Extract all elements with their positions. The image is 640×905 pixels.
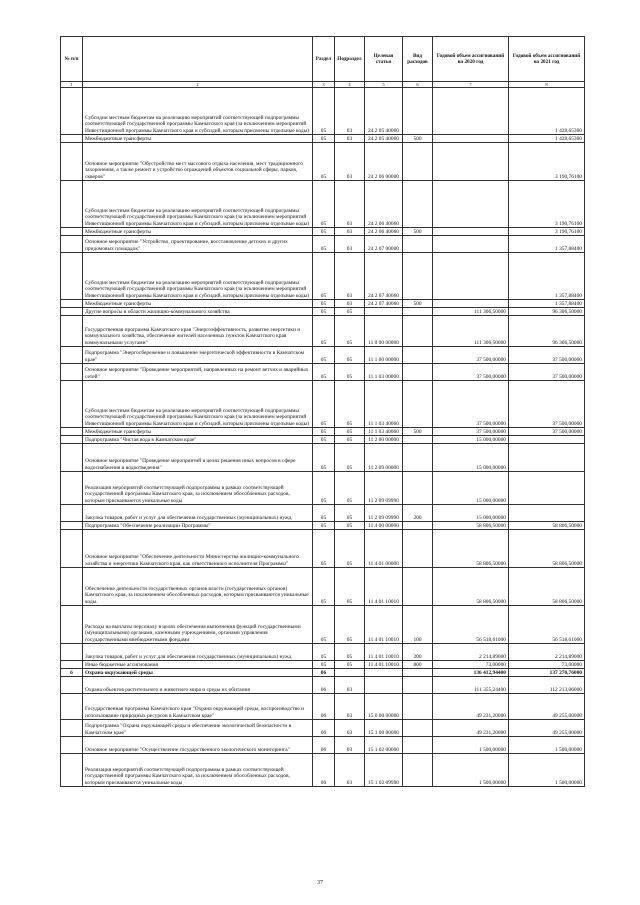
table-row bbox=[61, 135, 585, 143]
row-num bbox=[61, 436, 83, 444]
table-row bbox=[61, 381, 585, 428]
row-num bbox=[61, 428, 83, 436]
row-amount-2020: 15 000,00000 bbox=[433, 444, 509, 472]
row-num bbox=[61, 300, 83, 308]
row-amount-2021: 49 255,00000 bbox=[509, 694, 585, 720]
row-target-article: 24 2 05 40060 bbox=[365, 135, 403, 143]
row-target-article: 11 4 00 00000 bbox=[365, 522, 403, 530]
row-target-article: 15 0 00 00000 bbox=[365, 694, 403, 720]
row-razdel: 05 bbox=[313, 300, 335, 308]
row-name: Межбюджетные трансферты bbox=[83, 228, 313, 236]
row-podrazdel: 05 bbox=[335, 436, 365, 444]
row-podrazdel bbox=[335, 669, 365, 677]
table-row bbox=[61, 228, 585, 236]
row-num bbox=[61, 568, 83, 606]
row-podrazdel: 05 bbox=[335, 347, 365, 364]
row-podrazdel: 03 bbox=[335, 300, 365, 308]
row-expense-type bbox=[403, 444, 433, 472]
row-name: Основное мероприятие "Обеспечение деятельности Министерства жилищно-коммунального хозяйства и энергетики Камчатского края, как ответственного исполнителя Программы" bbox=[83, 530, 313, 568]
row-podrazdel: 05 bbox=[335, 661, 365, 669]
row-name: Подпрограмма "Чистая вода в Камчатском крае" bbox=[83, 436, 313, 444]
table-row bbox=[61, 300, 585, 308]
row-num bbox=[61, 88, 83, 135]
row-num bbox=[61, 754, 83, 787]
row-amount-2021: 73,00000 bbox=[509, 661, 585, 669]
row-num bbox=[61, 606, 83, 644]
row-amount-2021: 1 357,88400 bbox=[509, 236, 585, 253]
row-num bbox=[61, 381, 83, 428]
row-razdel: 05 bbox=[313, 308, 335, 316]
row-amount-2020: 56 518,61000 bbox=[433, 606, 509, 644]
row-razdel: 06 bbox=[313, 669, 335, 677]
row-podrazdel: 03 bbox=[335, 253, 365, 300]
row-amount-2020: 15 000,00000 bbox=[433, 436, 509, 444]
table-row bbox=[61, 669, 585, 677]
row-expense-type bbox=[403, 316, 433, 347]
row-razdel: 05 bbox=[313, 505, 335, 522]
row-target-article: 24 2 07 00000 bbox=[365, 236, 403, 253]
table-row bbox=[61, 754, 585, 787]
row-podrazdel: 03 bbox=[335, 694, 365, 720]
column-number: 8 bbox=[509, 82, 585, 88]
row-razdel: 06 bbox=[313, 754, 335, 787]
row-expense-type bbox=[403, 436, 433, 444]
row-podrazdel: 03 bbox=[335, 754, 365, 787]
header-year-2020: Годовой объем ассигнований на 2020 год bbox=[433, 37, 509, 82]
row-name: Основное мероприятие "Осуществление государственного экологического мониторинга" bbox=[83, 737, 313, 754]
row-podrazdel: 05 bbox=[335, 364, 365, 381]
row-name: Иные бюджетные ассигнования bbox=[83, 661, 313, 669]
row-amount-2020: 1 500,00000 bbox=[433, 737, 509, 754]
row-podrazdel: 03 bbox=[335, 737, 365, 754]
row-name: Субсидии местным бюджетам на реализацию мероприятий соответствующей подпрограммы соответствующей государственной программы Камчатского края (за исключением мероприятий Инвестиционной программы Камчатского края и субсидий, которым присвоены отдельные коды) bbox=[83, 181, 313, 228]
row-expense-type bbox=[403, 472, 433, 505]
row-expense-type bbox=[403, 253, 433, 300]
row-num bbox=[61, 661, 83, 669]
table-row bbox=[61, 444, 585, 472]
page-number: 37 bbox=[317, 880, 323, 886]
row-target-article: 24 2 06 40060 bbox=[365, 228, 403, 236]
row-amount-2021: 1 428,65300 bbox=[509, 88, 585, 135]
row-expense-type: 500 bbox=[403, 300, 433, 308]
row-podrazdel: 03 bbox=[335, 181, 365, 228]
header-year-2021: Годовой объем ассигнований на 2021 год bbox=[509, 37, 585, 82]
row-razdel: 05 bbox=[313, 228, 335, 236]
table-row bbox=[61, 677, 585, 694]
row-target-article: 11 2 09 00000 bbox=[365, 444, 403, 472]
row-amount-2020: 49 231,20000 bbox=[433, 694, 509, 720]
row-num bbox=[61, 236, 83, 253]
table-row bbox=[61, 522, 585, 530]
row-num bbox=[61, 347, 83, 364]
row-num bbox=[61, 720, 83, 737]
row-name: Межбюджетные трансферты bbox=[83, 135, 313, 143]
row-razdel: 06 bbox=[313, 677, 335, 694]
row-amount-2020 bbox=[433, 143, 509, 181]
row-target-article: 11 4 01 10010 bbox=[365, 661, 403, 669]
row-name: Государственная программа Камчатского края "Охрана окружающей среды, воспроизводство и использование природных ресурсов в Камчатском крае" bbox=[83, 694, 313, 720]
row-target-article: 24 2 06 00000 bbox=[365, 143, 403, 181]
column-number: 2 bbox=[83, 82, 313, 88]
header-target-article: Целевая статья bbox=[365, 37, 403, 82]
column-number: 1 bbox=[61, 82, 83, 88]
row-expense-type: 500 bbox=[403, 228, 433, 236]
table-header-row bbox=[61, 37, 585, 82]
table-body bbox=[61, 88, 585, 787]
row-target-article: 24 2 06 40060 bbox=[365, 181, 403, 228]
table-row bbox=[61, 428, 585, 436]
row-expense-type: 800 bbox=[403, 661, 433, 669]
row-target-article: 11 2 00 00000 bbox=[365, 436, 403, 444]
table-row bbox=[61, 644, 585, 661]
row-expense-type bbox=[403, 236, 433, 253]
row-num bbox=[61, 472, 83, 505]
row-target-article: 11 4 01 10010 bbox=[365, 568, 403, 606]
row-razdel: 06 bbox=[313, 720, 335, 737]
row-name: Основное мероприятие "Обустройство мест массового отдыха населения, мест традиционного захоронения, а также ремонт и устройство ограждений объектов социальной сферы, парков, скверов" bbox=[83, 143, 313, 181]
row-amount-2020: 136 412,94400 bbox=[433, 669, 509, 677]
table-row bbox=[61, 236, 585, 253]
row-razdel: 05 bbox=[313, 88, 335, 135]
row-razdel: 05 bbox=[313, 181, 335, 228]
row-amount-2021: 58 806,50000 bbox=[509, 568, 585, 606]
row-target-article: 15 1 02 09990 bbox=[365, 754, 403, 787]
row-amount-2021: 1 357,88400 bbox=[509, 300, 585, 308]
row-amount-2021 bbox=[509, 472, 585, 505]
table-row bbox=[61, 143, 585, 181]
row-podrazdel: 05 bbox=[335, 644, 365, 661]
row-amount-2020 bbox=[433, 300, 509, 308]
table-row bbox=[61, 347, 585, 364]
column-number: 5 bbox=[365, 82, 403, 88]
row-razdel: 06 bbox=[313, 694, 335, 720]
row-num bbox=[61, 444, 83, 472]
row-podrazdel: 05 bbox=[335, 308, 365, 316]
table-row bbox=[61, 661, 585, 669]
table-row bbox=[61, 472, 585, 505]
row-expense-type bbox=[403, 522, 433, 530]
row-target-article: 11 1 03 00000 bbox=[365, 364, 403, 381]
row-amount-2020 bbox=[433, 181, 509, 228]
row-podrazdel: 03 bbox=[335, 88, 365, 135]
row-amount-2021: 112 213,06000 bbox=[509, 677, 585, 694]
row-podrazdel: 03 bbox=[335, 228, 365, 236]
row-name: Охрана объектов растительного и животного мира и среды их обитания bbox=[83, 677, 313, 694]
row-name: Реализация мероприятий соответствующей подпрограммы в рамках соответствующей государственной программы Камчатского края, за исключением обособленных расходов, которым присваиваются уникальные коды bbox=[83, 472, 313, 505]
row-num bbox=[61, 228, 83, 236]
row-amount-2020: 111 306,50000 bbox=[433, 308, 509, 316]
row-amount-2021: 58 806,50000 bbox=[509, 522, 585, 530]
row-podrazdel: 03 bbox=[335, 236, 365, 253]
row-target-article: 11 2 09 09990 bbox=[365, 505, 403, 522]
row-num bbox=[61, 135, 83, 143]
row-target-article: 11 1 03 40060 bbox=[365, 428, 403, 436]
row-num bbox=[61, 644, 83, 661]
row-num bbox=[61, 181, 83, 228]
row-amount-2021 bbox=[509, 444, 585, 472]
row-expense-type: 500 bbox=[403, 428, 433, 436]
row-name: Подпрограмма "Охрана окружающей среды и обеспечение экологической безопасности в Камчатском крае" bbox=[83, 720, 313, 737]
row-razdel: 05 bbox=[313, 316, 335, 347]
row-expense-type bbox=[403, 530, 433, 568]
row-expense-type bbox=[403, 720, 433, 737]
row-amount-2020: 2 214,89000 bbox=[433, 644, 509, 661]
row-num bbox=[61, 364, 83, 381]
row-podrazdel: 03 bbox=[335, 143, 365, 181]
row-name: Основное мероприятие "Устройство, проектирование, восстановление детских и других придомовых площадок" bbox=[83, 236, 313, 253]
row-amount-2021: 1 428,65300 bbox=[509, 135, 585, 143]
row-target-article: 11 4 01 10010 bbox=[365, 606, 403, 644]
row-amount-2020: 1 500,00000 bbox=[433, 754, 509, 787]
row-name: Подпрограмма "Обеспечение реализации Программы" bbox=[83, 522, 313, 530]
row-amount-2021: 2 214,89000 bbox=[509, 644, 585, 661]
row-amount-2020: 37 500,00000 bbox=[433, 428, 509, 436]
row-razdel: 05 bbox=[313, 143, 335, 181]
row-amount-2021: 49 255,00000 bbox=[509, 720, 585, 737]
row-podrazdel: 05 bbox=[335, 444, 365, 472]
row-amount-2021: 37 500,00000 bbox=[509, 364, 585, 381]
row-name: Межбюджетные трансферты bbox=[83, 428, 313, 436]
row-amount-2021: 3 190,76100 bbox=[509, 181, 585, 228]
header-num: № п/п bbox=[61, 37, 83, 82]
row-podrazdel: 05 bbox=[335, 472, 365, 505]
row-podrazdel: 05 bbox=[335, 428, 365, 436]
row-amount-2020 bbox=[433, 236, 509, 253]
row-razdel: 05 bbox=[313, 661, 335, 669]
row-razdel: 05 bbox=[313, 644, 335, 661]
row-amount-2020: 37 500,00000 bbox=[433, 381, 509, 428]
row-amount-2020 bbox=[433, 228, 509, 236]
row-razdel: 05 bbox=[313, 381, 335, 428]
row-target-article: 24 2 07 40060 bbox=[365, 300, 403, 308]
row-target-article bbox=[365, 677, 403, 694]
row-target-article: 11 1 00 00000 bbox=[365, 347, 403, 364]
row-expense-type: 200 bbox=[403, 505, 433, 522]
row-expense-type: 200 bbox=[403, 644, 433, 661]
row-amount-2021: 96 306,50000 bbox=[509, 316, 585, 347]
row-amount-2021: 3 190,76100 bbox=[509, 143, 585, 181]
row-amount-2021: 37 500,00000 bbox=[509, 381, 585, 428]
row-expense-type bbox=[403, 88, 433, 135]
row-amount-2020: 37 500,00000 bbox=[433, 347, 509, 364]
row-expense-type bbox=[403, 737, 433, 754]
row-amount-2020 bbox=[433, 88, 509, 135]
row-target-article: 11 0 00 00000 bbox=[365, 316, 403, 347]
row-target-article: 24 2 07 40060 bbox=[365, 253, 403, 300]
row-razdel: 05 bbox=[313, 444, 335, 472]
row-amount-2020 bbox=[433, 253, 509, 300]
row-expense-type bbox=[403, 143, 433, 181]
row-podrazdel: 03 bbox=[335, 135, 365, 143]
row-razdel: 05 bbox=[313, 568, 335, 606]
header-podrazdel: Подраздел bbox=[335, 37, 365, 82]
row-expense-type: 500 bbox=[403, 135, 433, 143]
row-amount-2021: 3 190,76100 bbox=[509, 228, 585, 236]
table-row bbox=[61, 436, 585, 444]
row-expense-type bbox=[403, 364, 433, 381]
row-num bbox=[61, 308, 83, 316]
row-num bbox=[61, 677, 83, 694]
table-row bbox=[61, 181, 585, 228]
row-name: Подпрограмма "Энергосбережение и повышение энергетической эффективности в Камчатском крае" bbox=[83, 347, 313, 364]
table-row bbox=[61, 568, 585, 606]
row-target-article: 11 2 09 09990 bbox=[365, 472, 403, 505]
header-razdel: Раздел bbox=[313, 37, 335, 82]
row-name: Государственная программа Камчатского края "Энергоэффективность, развитие энергетики и коммунального хозяйства, обеспечение жителей населенных пунктов Камчатского края коммунальными услугами" bbox=[83, 316, 313, 347]
row-name: Расходы на выплаты персоналу в целях обеспечения выполнения функций государственными (муниципальными) органами, казенными учреждениями, органами управления государственными внебюджетными фондами bbox=[83, 606, 313, 644]
row-name: Закупка товаров, работ и услуг для обеспечения государственных (муниципальных) нужд bbox=[83, 644, 313, 661]
row-target-article: 11 1 03 40060 bbox=[365, 381, 403, 428]
row-target-article: 15 1 00 00000 bbox=[365, 720, 403, 737]
table-row bbox=[61, 530, 585, 568]
row-razdel: 05 bbox=[313, 522, 335, 530]
row-razdel: 05 bbox=[313, 253, 335, 300]
row-podrazdel: 05 bbox=[335, 606, 365, 644]
row-num bbox=[61, 694, 83, 720]
column-number: 3 bbox=[313, 82, 335, 88]
row-name: Закупка товаров, работ и услуг для обеспечения государственных (муниципальных) нужд bbox=[83, 505, 313, 522]
row-num bbox=[61, 530, 83, 568]
row-amount-2021 bbox=[509, 505, 585, 522]
row-razdel: 05 bbox=[313, 606, 335, 644]
table-row bbox=[61, 364, 585, 381]
row-name: Охрана окружающей среды bbox=[83, 669, 313, 677]
row-podrazdel: 05 bbox=[335, 316, 365, 347]
row-amount-2020: 49 231,20000 bbox=[433, 720, 509, 737]
row-razdel: 05 bbox=[313, 347, 335, 364]
row-amount-2020 bbox=[433, 135, 509, 143]
row-target-article bbox=[365, 669, 403, 677]
row-amount-2020: 15 000,00000 bbox=[433, 472, 509, 505]
row-name: Основное мероприятие "Проведение мероприятий, направленных на ремонт ветхих и аварийных сетей" bbox=[83, 364, 313, 381]
budget-table bbox=[60, 36, 585, 787]
row-razdel: 05 bbox=[313, 530, 335, 568]
table-row bbox=[61, 316, 585, 347]
row-amount-2021 bbox=[509, 436, 585, 444]
table-row bbox=[61, 308, 585, 316]
row-target-article: 11 4 01 00000 bbox=[365, 530, 403, 568]
row-amount-2021: 37 500,00000 bbox=[509, 428, 585, 436]
row-expense-type bbox=[403, 669, 433, 677]
row-amount-2021: 96 306,50000 bbox=[509, 308, 585, 316]
column-number: 7 bbox=[433, 82, 509, 88]
row-name: Другие вопросы в области жилищно-коммунального хозяйства bbox=[83, 308, 313, 316]
column-number: 6 bbox=[403, 82, 433, 88]
row-expense-type bbox=[403, 677, 433, 694]
row-razdel: 06 bbox=[313, 737, 335, 754]
row-amount-2021: 37 500,00000 bbox=[509, 347, 585, 364]
row-expense-type bbox=[403, 381, 433, 428]
row-expense-type bbox=[403, 347, 433, 364]
row-amount-2020: 73,00000 bbox=[433, 661, 509, 669]
row-razdel: 05 bbox=[313, 135, 335, 143]
row-podrazdel: 05 bbox=[335, 530, 365, 568]
row-name: Межбюджетные трансферты bbox=[83, 300, 313, 308]
row-amount-2021: 1 500,00000 bbox=[509, 737, 585, 754]
header-expense-type: Вид расходов bbox=[403, 37, 433, 82]
row-amount-2021: 1 357,88400 bbox=[509, 253, 585, 300]
row-amount-2021: 58 806,50000 bbox=[509, 530, 585, 568]
row-num bbox=[61, 505, 83, 522]
row-podrazdel: 05 bbox=[335, 522, 365, 530]
row-amount-2021: 56 518,61000 bbox=[509, 606, 585, 644]
table-row bbox=[61, 253, 585, 300]
row-expense-type bbox=[403, 694, 433, 720]
row-amount-2020: 111 355,24400 bbox=[433, 677, 509, 694]
row-expense-type bbox=[403, 568, 433, 606]
row-podrazdel: 03 bbox=[335, 720, 365, 737]
row-target-article bbox=[365, 308, 403, 316]
row-expense-type bbox=[403, 308, 433, 316]
row-num bbox=[61, 143, 83, 181]
row-expense-type: 100 bbox=[403, 606, 433, 644]
row-target-article: 24 2 05 40060 bbox=[365, 88, 403, 135]
row-razdel: 05 bbox=[313, 472, 335, 505]
table-row bbox=[61, 88, 585, 135]
row-amount-2020: 58 806,50000 bbox=[433, 530, 509, 568]
row-target-article: 11 4 01 10010 bbox=[365, 644, 403, 661]
row-expense-type bbox=[403, 754, 433, 787]
row-name: Субсидии местным бюджетам на реализацию мероприятий соответствующей подпрограммы соответствующей государственной программы Камчатского края (за исключением мероприятий Инвестиционной программы Камчатского края и субсидий, которым присвоены отдельные коды) bbox=[83, 381, 313, 428]
row-num bbox=[61, 316, 83, 347]
row-name: Обеспечение деятельности государственных органов власти (государственных органов) Камчатского края, за исключением обособленных расходов, которым присваиваются уникальные коды. bbox=[83, 568, 313, 606]
row-amount-2020: 111 306,50000 bbox=[433, 316, 509, 347]
row-amount-2020: 58 806,50000 bbox=[433, 522, 509, 530]
row-amount-2021: 137 270,76000 bbox=[509, 669, 585, 677]
row-num bbox=[61, 253, 83, 300]
row-target-article: 15 1 02 00000 bbox=[365, 737, 403, 754]
row-num bbox=[61, 737, 83, 754]
row-podrazdel: 05 bbox=[335, 381, 365, 428]
row-amount-2020: 58 806,50000 bbox=[433, 568, 509, 606]
table-row bbox=[61, 720, 585, 737]
row-expense-type bbox=[403, 181, 433, 228]
row-podrazdel: 03 bbox=[335, 677, 365, 694]
row-name: Реализация мероприятий соответствующей подпрограммы в рамках соответствующей государственной программы Камчатского края, за исключением обособленных расходов, которым присваиваются уникальные коды bbox=[83, 754, 313, 787]
row-name: Основное мероприятие "Проведение мероприятий в целях решения иных вопросов в сфере водоснабжения и водоотведения" bbox=[83, 444, 313, 472]
table-row bbox=[61, 737, 585, 754]
column-number: 4 bbox=[335, 82, 365, 88]
row-podrazdel: 05 bbox=[335, 505, 365, 522]
table-row bbox=[61, 505, 585, 522]
table-row bbox=[61, 694, 585, 720]
header-name bbox=[83, 37, 313, 82]
row-name: Субсидии местным бюджетам на реализацию мероприятий соответствующей подпрограммы соответствующей государственной программы Камчатского края (за исключением мероприятий Инвестиционной программы Камчатского края и субсидий, которым присвоены отдельные коды) bbox=[83, 253, 313, 300]
row-amount-2020: 37 500,00000 bbox=[433, 364, 509, 381]
row-razdel: 05 bbox=[313, 236, 335, 253]
row-amount-2021: 1 500,00000 bbox=[509, 754, 585, 787]
table-row bbox=[61, 606, 585, 644]
row-razdel: 05 bbox=[313, 436, 335, 444]
row-num bbox=[61, 522, 83, 530]
row-podrazdel: 05 bbox=[335, 568, 365, 606]
row-razdel: 05 bbox=[313, 364, 335, 381]
row-num: 6 bbox=[61, 669, 83, 677]
row-name: Субсидии местным бюджетам на реализацию мероприятий соответствующей подпрограммы соответствующей государственной программы Камчатского края (за исключением мероприятий Инвестиционной программы Камчатского края и субсидий, которым присвоены отдельные коды) bbox=[83, 88, 313, 135]
row-razdel: 05 bbox=[313, 428, 335, 436]
row-amount-2020: 15 000,00000 bbox=[433, 505, 509, 522]
